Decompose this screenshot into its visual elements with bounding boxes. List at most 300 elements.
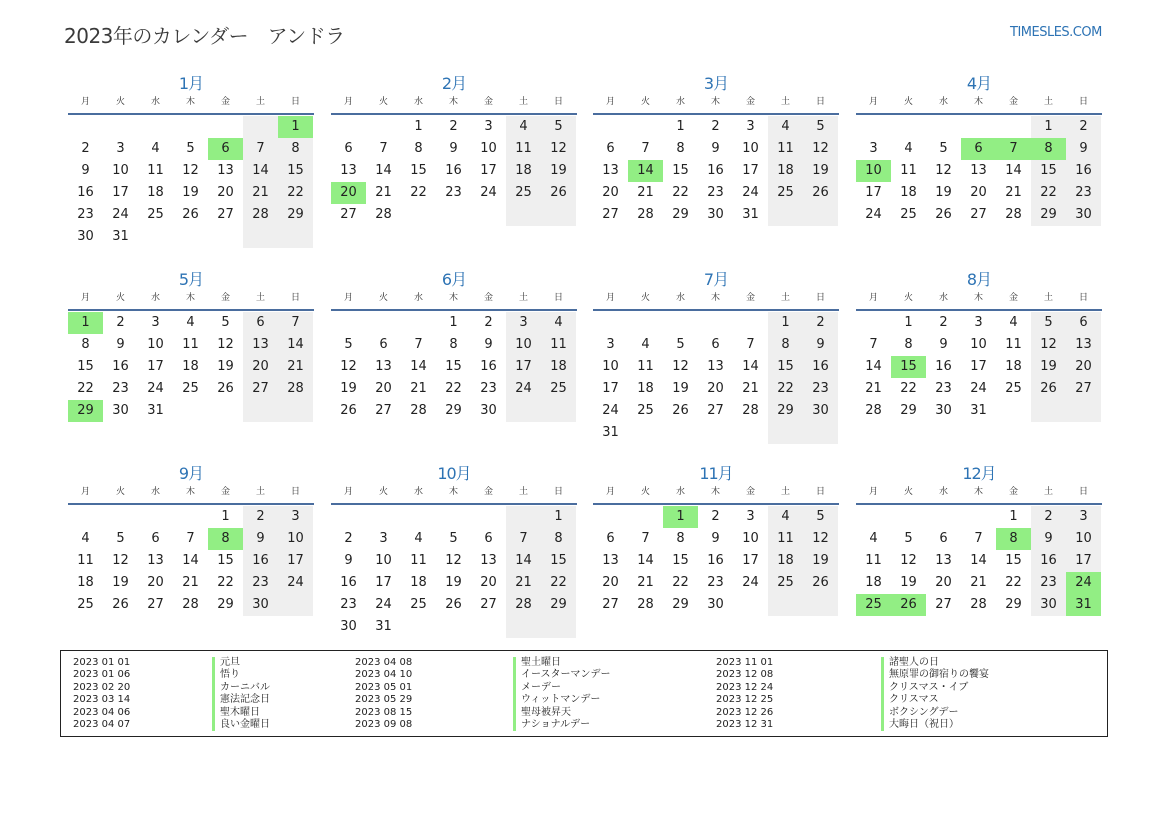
- weekday-label: 金: [1008, 487, 1018, 497]
- weekday-label: 水: [938, 97, 948, 107]
- holiday-legend: [60, 650, 1108, 737]
- legend-date: 2023 11 01: [716, 657, 774, 668]
- weekday-label: 水: [938, 293, 948, 303]
- day-cell: 23: [1031, 572, 1066, 594]
- legend-date: 2023 12 26: [716, 706, 774, 718]
- day-cell: 22: [672, 575, 689, 590]
- day-cell: 2: [711, 119, 720, 134]
- day-cell: 13: [375, 359, 392, 374]
- weekday-label: 土: [255, 487, 265, 497]
- empty-cell: [138, 506, 173, 528]
- day-cell: 29: [445, 403, 462, 418]
- day-cell: 16: [935, 359, 952, 374]
- day-cell: 9: [711, 531, 720, 546]
- day-cell: 4: [869, 531, 878, 546]
- day-cell: 5: [344, 337, 353, 352]
- day-cell: 20: [602, 185, 619, 200]
- day-cell: 17: [506, 356, 541, 378]
- empty-cell: [593, 116, 628, 138]
- legend-holiday-name: メーデー: [513, 682, 611, 694]
- day-grid: [593, 312, 839, 444]
- day-cell: 23: [707, 575, 724, 590]
- empty-cell: [243, 116, 278, 138]
- day-cell: 16: [243, 550, 278, 572]
- day-cell: 21: [410, 381, 427, 396]
- day-grid: [593, 116, 839, 226]
- day-cell: 3: [746, 119, 755, 134]
- day-grid: [331, 312, 577, 422]
- weekday-label: 火: [640, 487, 650, 497]
- empty-cell: [471, 506, 506, 528]
- site-logo[interactable]: TIMESLES.COM: [1010, 25, 1102, 40]
- month-block: [593, 463, 839, 616]
- empty-cell: [628, 116, 663, 138]
- day-cell: 14: [182, 553, 199, 568]
- day-cell: 12: [803, 528, 838, 550]
- day-cell: 19: [935, 185, 952, 200]
- month-name: 3月: [703, 74, 729, 93]
- day-cell: 19: [217, 359, 234, 374]
- day-cell: 30: [243, 594, 278, 616]
- day-cell: 7: [186, 531, 195, 546]
- empty-cell: [208, 226, 243, 248]
- legend-date: 2023 05 01: [355, 681, 413, 693]
- weekday-label: 水: [938, 487, 948, 497]
- day-cell: 17: [375, 575, 392, 590]
- day-cell: 2: [81, 141, 90, 156]
- day-cell: 8: [1031, 138, 1066, 160]
- day-cell: 2: [939, 315, 948, 330]
- legend-date: 2023 12 24: [716, 681, 774, 693]
- day-cell: 27: [970, 207, 987, 222]
- day-grid: [68, 506, 314, 616]
- day-cell: 18: [1005, 359, 1022, 374]
- day-cell: 28: [865, 403, 882, 418]
- day-cell: 17: [970, 359, 987, 374]
- day-cell: 13: [970, 163, 987, 178]
- day-cell: 13: [480, 553, 497, 568]
- day-cell: 24: [970, 381, 987, 396]
- day-cell: 23: [803, 378, 838, 400]
- day-cell: 20: [935, 575, 952, 590]
- day-cell: 20: [243, 356, 278, 378]
- day-cell: 3: [116, 141, 125, 156]
- day-cell: 12: [182, 163, 199, 178]
- weekday-label: 日: [553, 97, 563, 107]
- day-cell: 5: [116, 531, 125, 546]
- legend-holiday-name: 聖母被昇天: [513, 707, 611, 719]
- day-cell: 27: [707, 403, 724, 418]
- day-cell: 9: [81, 163, 90, 178]
- day-cell: 15: [410, 163, 427, 178]
- day-cell: 14: [278, 334, 313, 356]
- month-block: [856, 269, 1102, 422]
- weekday-label: 金: [483, 97, 493, 107]
- day-cell: 11: [147, 163, 164, 178]
- empty-cell: [103, 506, 138, 528]
- day-cell: 15: [217, 553, 234, 568]
- weekday-label: 日: [815, 293, 825, 303]
- empty-cell: [331, 506, 366, 528]
- day-cell: 15: [672, 163, 689, 178]
- empty-cell: [173, 116, 208, 138]
- day-cell: 1: [221, 509, 230, 524]
- weekday-label: 火: [903, 487, 913, 497]
- day-cell: 13: [147, 553, 164, 568]
- header-rule: [68, 503, 314, 505]
- empty-cell: [173, 506, 208, 528]
- day-cell: 29: [68, 400, 103, 422]
- empty-cell: [401, 616, 436, 638]
- header-rule: [68, 113, 314, 115]
- day-cell: 19: [900, 575, 917, 590]
- day-cell: 19: [182, 185, 199, 200]
- weekday-label: 金: [483, 487, 493, 497]
- weekday-label: 木: [448, 97, 458, 107]
- day-cell: 3: [278, 506, 313, 528]
- day-cell: 11: [77, 553, 94, 568]
- day-cell: 29: [278, 204, 313, 226]
- empty-cell: [541, 616, 576, 638]
- day-cell: 20: [147, 575, 164, 590]
- day-cell: 2: [711, 509, 720, 524]
- weekday-label: 土: [1043, 487, 1053, 497]
- day-cell: 6: [961, 138, 996, 160]
- day-cell: 4: [768, 506, 803, 528]
- day-cell: 6: [379, 337, 388, 352]
- day-cell: 12: [803, 138, 838, 160]
- day-cell: 25: [768, 572, 803, 594]
- day-cell: 1: [676, 119, 685, 134]
- day-cell: 16: [707, 553, 724, 568]
- empty-cell: [663, 312, 698, 334]
- day-cell: 28: [506, 594, 541, 616]
- weekday-label: 木: [448, 293, 458, 303]
- empty-cell: [506, 616, 541, 638]
- empty-cell: [401, 506, 436, 528]
- header-rule: [68, 309, 314, 311]
- day-cell: 8: [676, 531, 685, 546]
- day-cell: 24: [480, 185, 497, 200]
- day-cell: 18: [900, 185, 917, 200]
- weekday-label: 月: [605, 293, 615, 303]
- day-cell: 25: [77, 597, 94, 612]
- day-cell: 26: [340, 403, 357, 418]
- day-cell: 29: [1031, 204, 1066, 226]
- month-block: [856, 463, 1102, 616]
- empty-cell: [436, 506, 471, 528]
- day-cell: 22: [541, 572, 576, 594]
- day-cell: 16: [1031, 550, 1066, 572]
- empty-cell: [593, 506, 628, 528]
- legend-date: 2023 12 25: [716, 694, 774, 706]
- day-cell: 12: [935, 163, 952, 178]
- day-cell: 20: [1066, 356, 1101, 378]
- empty-cell: [733, 594, 768, 616]
- day-cell: 6: [208, 138, 243, 160]
- day-cell: 21: [506, 572, 541, 594]
- day-cell: 21: [375, 185, 392, 200]
- weekday-label: 日: [290, 97, 300, 107]
- day-cell: 25: [147, 207, 164, 222]
- day-cell: 6: [939, 531, 948, 546]
- day-cell: 15: [672, 553, 689, 568]
- day-cell: 15: [1031, 160, 1066, 182]
- legend-holiday-name: クリスマス: [881, 694, 989, 706]
- day-cell: 10: [147, 337, 164, 352]
- day-grid: [593, 506, 839, 616]
- day-cell: 16: [340, 575, 357, 590]
- day-cell: 22: [672, 185, 689, 200]
- month-name: 12月: [962, 464, 996, 483]
- legend-holiday-name: 良い金曜日: [212, 719, 270, 731]
- day-cell: 5: [803, 116, 838, 138]
- day-cell: 21: [243, 182, 278, 204]
- day-cell: 16: [445, 163, 462, 178]
- day-cell: 3: [869, 141, 878, 156]
- weekday-label: 月: [80, 97, 90, 107]
- weekday-label: 日: [1078, 293, 1088, 303]
- day-cell: 31: [375, 619, 392, 634]
- day-cell: 31: [1066, 594, 1101, 616]
- weekday-label: 土: [1043, 97, 1053, 107]
- day-cell: 14: [970, 553, 987, 568]
- day-cell: 22: [1005, 575, 1022, 590]
- day-cell: 23: [935, 381, 952, 396]
- day-cell: 21: [742, 381, 759, 396]
- day-cell: 5: [186, 141, 195, 156]
- empty-cell: [68, 116, 103, 138]
- day-cell: 13: [602, 553, 619, 568]
- empty-cell: [961, 116, 996, 138]
- month-block: [331, 73, 577, 226]
- day-cell: 22: [410, 185, 427, 200]
- legend-holiday-name: ウィットマンデー: [513, 694, 611, 706]
- day-cell: 26: [935, 207, 952, 222]
- page-title: 2023年のカレンダー アンドラ: [64, 24, 345, 48]
- day-cell: 8: [768, 334, 803, 356]
- day-cell: 5: [541, 116, 576, 138]
- day-cell: 8: [81, 337, 90, 352]
- legend-dates-col-1: [73, 657, 130, 731]
- month-name: 10月: [437, 464, 471, 483]
- day-cell: 7: [506, 528, 541, 550]
- empty-cell: [1066, 400, 1101, 422]
- header-rule: [856, 113, 1102, 115]
- empty-cell: [996, 116, 1031, 138]
- day-cell: 7: [974, 531, 983, 546]
- day-cell: 18: [768, 160, 803, 182]
- month-block: [68, 463, 314, 616]
- legend-date: 2023 08 15: [355, 706, 413, 718]
- weekday-label: 日: [1078, 97, 1088, 107]
- legend-date: 2023 04 07: [73, 718, 131, 730]
- empty-cell: [138, 116, 173, 138]
- legend-holiday-name: カーニバル: [212, 682, 270, 694]
- empty-cell: [366, 312, 401, 334]
- weekday-header: [593, 95, 839, 109]
- legend-holiday-name: 元旦: [212, 657, 270, 669]
- header-rule: [331, 113, 577, 115]
- day-cell: 13: [340, 163, 357, 178]
- weekday-header: [593, 485, 839, 499]
- day-cell: 27: [340, 207, 357, 222]
- empty-cell: [733, 422, 768, 444]
- day-cell: 4: [1009, 315, 1018, 330]
- day-cell: 30: [112, 403, 129, 418]
- weekday-label: 木: [185, 97, 195, 107]
- weekday-label: 火: [378, 97, 388, 107]
- day-cell: 21: [637, 575, 654, 590]
- weekday-label: 金: [220, 487, 230, 497]
- empty-cell: [856, 506, 891, 528]
- day-cell: 14: [243, 160, 278, 182]
- day-grid: [331, 506, 577, 638]
- weekday-label: 土: [255, 97, 265, 107]
- day-cell: 22: [77, 381, 94, 396]
- day-cell: 20: [480, 575, 497, 590]
- weekday-label: 月: [343, 97, 353, 107]
- day-cell: 16: [77, 185, 94, 200]
- day-cell: 31: [970, 403, 987, 418]
- day-cell: 27: [602, 597, 619, 612]
- weekday-label: 水: [675, 293, 685, 303]
- day-cell: 9: [484, 337, 493, 352]
- empty-cell: [1031, 400, 1066, 422]
- day-cell: 8: [414, 141, 423, 156]
- day-cell: 28: [182, 597, 199, 612]
- weekday-label: 水: [413, 293, 423, 303]
- weekday-label: 日: [290, 293, 300, 303]
- day-cell: 14: [410, 359, 427, 374]
- empty-cell: [173, 400, 208, 422]
- day-cell: 8: [541, 528, 576, 550]
- day-cell: 2: [243, 506, 278, 528]
- day-cell: 31: [147, 403, 164, 418]
- weekday-label: 木: [973, 487, 983, 497]
- weekday-label: 月: [343, 487, 353, 497]
- day-cell: 16: [803, 356, 838, 378]
- day-cell: 11: [410, 553, 427, 568]
- day-cell: 15: [891, 356, 926, 378]
- day-cell: 9: [711, 141, 720, 156]
- day-cell: 11: [768, 138, 803, 160]
- empty-cell: [628, 422, 663, 444]
- day-cell: 10: [375, 553, 392, 568]
- day-cell: 2: [449, 119, 458, 134]
- legend-date: 2023 04 10: [355, 669, 413, 681]
- empty-cell: [436, 616, 471, 638]
- day-cell: 16: [480, 359, 497, 374]
- month-name: 5月: [178, 270, 204, 289]
- weekday-label: 火: [903, 97, 913, 107]
- day-grid: [856, 506, 1102, 616]
- weekday-label: 水: [150, 293, 160, 303]
- day-cell: 20: [707, 381, 724, 396]
- day-cell: 4: [186, 315, 195, 330]
- weekday-label: 金: [1008, 293, 1018, 303]
- day-cell: 5: [1031, 312, 1066, 334]
- day-cell: 9: [116, 337, 125, 352]
- day-cell: 29: [768, 400, 803, 422]
- day-cell: 22: [768, 378, 803, 400]
- weekday-label: 木: [973, 293, 983, 303]
- day-cell: 7: [869, 337, 878, 352]
- weekday-label: 水: [150, 487, 160, 497]
- weekday-label: 月: [343, 293, 353, 303]
- day-cell: 30: [803, 400, 838, 422]
- day-cell: 4: [904, 141, 913, 156]
- day-cell: 11: [506, 138, 541, 160]
- day-cell: 11: [900, 163, 917, 178]
- month-block: [593, 73, 839, 226]
- day-cell: 28: [637, 597, 654, 612]
- weekday-label: 木: [185, 293, 195, 303]
- weekday-header: [593, 291, 839, 305]
- day-cell: 22: [217, 575, 234, 590]
- month-name: 7月: [703, 270, 729, 289]
- day-cell: 8: [676, 141, 685, 156]
- legend-dates-col-3: [716, 657, 773, 731]
- day-cell: 16: [707, 163, 724, 178]
- legend-holiday-name: ボクシングデー: [881, 707, 989, 719]
- day-cell: 31: [112, 229, 129, 244]
- header-rule: [331, 503, 577, 505]
- day-cell: 30: [1031, 594, 1066, 616]
- weekday-label: 木: [448, 487, 458, 497]
- weekday-label: 木: [710, 293, 720, 303]
- day-cell: 18: [768, 550, 803, 572]
- empty-cell: [366, 506, 401, 528]
- day-cell: 9: [344, 553, 353, 568]
- month-name: 6月: [441, 270, 467, 289]
- day-cell: 5: [221, 315, 230, 330]
- day-cell: 1: [904, 315, 913, 330]
- day-cell: 13: [707, 359, 724, 374]
- month-name: 1月: [178, 74, 204, 93]
- day-cell: 29: [1005, 597, 1022, 612]
- day-cell: 5: [803, 506, 838, 528]
- day-cell: 30: [1066, 204, 1101, 226]
- day-cell: 30: [707, 207, 724, 222]
- day-cell: 7: [278, 312, 313, 334]
- day-cell: 25: [506, 182, 541, 204]
- day-cell: 14: [742, 359, 759, 374]
- day-cell: 26: [217, 381, 234, 396]
- weekday-header: [68, 485, 314, 499]
- empty-cell: [628, 506, 663, 528]
- day-cell: 6: [711, 337, 720, 352]
- day-cell: 12: [112, 553, 129, 568]
- day-cell: 7: [379, 141, 388, 156]
- month-name: 11月: [699, 464, 733, 483]
- legend-holiday-name: 大晦日（祝日）: [881, 719, 989, 731]
- weekday-label: 日: [1078, 487, 1088, 497]
- day-cell: 2: [1031, 506, 1066, 528]
- day-cell: 15: [278, 160, 313, 182]
- weekday-label: 水: [675, 97, 685, 107]
- empty-cell: [331, 116, 366, 138]
- empty-cell: [278, 226, 313, 248]
- month-block: [331, 463, 577, 638]
- empty-cell: [926, 116, 961, 138]
- day-cell: 20: [970, 185, 987, 200]
- day-cell: 11: [182, 337, 199, 352]
- empty-cell: [278, 594, 313, 616]
- day-cell: 6: [243, 312, 278, 334]
- day-cell: 7: [641, 531, 650, 546]
- day-grid: [856, 312, 1102, 422]
